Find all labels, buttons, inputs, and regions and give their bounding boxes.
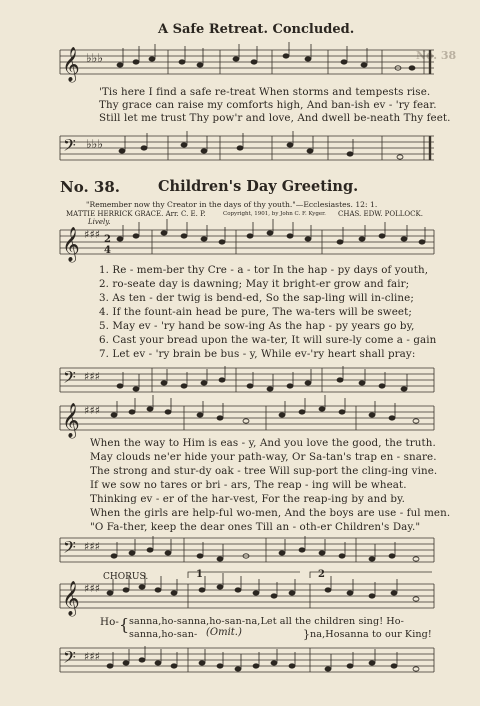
verse-line-b-3: The strong and stur-dy oak - tree Will sup-port the cling-ing vine. bbox=[90, 465, 438, 477]
verse-line-a-6: 6. Cast your bread upon the wa-ter, It will sure-ly come a - gain bbox=[99, 334, 437, 346]
verse-line-b-2: May clouds ne'er hide your path-way, Or Sa-tan's trap en - snare. bbox=[90, 451, 437, 463]
prev-lyric-line-3: Still let me trust Thy pow'r and love, And dwell be-neath Thy feet. bbox=[99, 112, 451, 124]
verse-line-b-1: When the way to Him is eas - y, And you love the good, the truth. bbox=[90, 437, 436, 449]
tempo-marking: Lively. bbox=[88, 218, 111, 226]
svg-text:♭♭♭: ♭♭♭ bbox=[86, 51, 103, 65]
first-ending-mark: 1 bbox=[196, 569, 203, 580]
hymn-number: No. 38. bbox=[60, 178, 120, 196]
verse-line-b-6: When the girls are help-ful wo-men, And the boys are use - ful men. bbox=[90, 507, 451, 519]
svg-text:♭♭♭: ♭♭♭ bbox=[86, 137, 103, 151]
svg-text:♯♯♯: ♯♯♯ bbox=[84, 540, 100, 553]
verse-line-b-7: "O Fa-ther, keep the dear ones Till an - oth-er Children's Day." bbox=[90, 521, 421, 533]
prev-bass-staff bbox=[60, 128, 435, 170]
svg-text:𝄞: 𝄞 bbox=[62, 47, 80, 82]
omit-marking: (Omit.) bbox=[206, 627, 242, 638]
hymn-treble-staff-1 bbox=[60, 222, 435, 262]
chorus-line-1: sanna,ho-sanna,ho-san-na,Let all the children sing! Ho- bbox=[129, 616, 404, 627]
svg-text:𝄢: 𝄢 bbox=[63, 647, 76, 671]
verse-line-a-1: 1. Re - mem-ber thy Cre - a - tor In the hap - py days of youth, bbox=[99, 264, 429, 276]
svg-text:𝄞: 𝄞 bbox=[62, 227, 80, 262]
svg-text:2: 2 bbox=[104, 234, 111, 245]
copyright-notice: Copyright, 1901, by John C. F. Kyger. bbox=[223, 211, 326, 217]
chorus-brace: { bbox=[119, 615, 130, 634]
chorus-treble-staff bbox=[60, 574, 435, 618]
verse-line-a-4: 4. If the fount-ain head be pure, The wa-ters will be sweet; bbox=[99, 306, 412, 318]
chorus-bracket: } bbox=[303, 628, 310, 641]
prev-hymn-title: A Safe Retreat. Concluded. bbox=[158, 22, 355, 37]
scripture-epigraph: "Remember now thy Creator in the days of thy youth."—Ecclesiastes. 12: 1. bbox=[86, 200, 378, 209]
prev-lyric-line-2: Thy grace can raise my comforts high, And ban-ish ev - 'ry fear. bbox=[99, 99, 437, 111]
verse-line-a-7: 7. Let ev - 'ry brain be bus - y, While ev-'ry heart shall pray: bbox=[99, 348, 416, 360]
hymn-treble-staff-2 bbox=[60, 398, 435, 438]
chorus-bass-staff bbox=[60, 640, 435, 682]
svg-text:𝄢: 𝄢 bbox=[63, 135, 76, 159]
svg-text:𝄢: 𝄢 bbox=[63, 367, 76, 391]
svg-text:𝄢: 𝄢 bbox=[63, 537, 76, 561]
chorus-line-2-end: na,Hosanna to our King! bbox=[310, 629, 432, 640]
verse-line-a-3: 3. As ten - der twig is bend-ed, So the sap-ling will in-cline; bbox=[99, 292, 414, 304]
chorus-label: CHORUS. bbox=[103, 572, 149, 582]
hymn-bass-staff-2 bbox=[60, 530, 435, 570]
svg-text:𝄞: 𝄞 bbox=[62, 581, 80, 616]
chorus-line-1-start: Ho- bbox=[100, 616, 119, 628]
svg-text:♯♯♯: ♯♯♯ bbox=[84, 228, 100, 241]
svg-text:♯♯♯: ♯♯♯ bbox=[84, 650, 100, 663]
prev-treble-staff bbox=[60, 44, 435, 84]
verse-line-a-5: 5. May ev - 'ry hand be sow-ing As the hap - py years go by, bbox=[99, 320, 415, 332]
svg-text:4: 4 bbox=[104, 245, 111, 256]
prev-lyric-line-1: 'Tis here I find a safe re-treat When storms and tempests rise. bbox=[99, 86, 431, 98]
lyricist-credit: MATTIE HERRICK GRACE. Arr. C. E. P. bbox=[66, 210, 206, 218]
svg-text:♯♯♯: ♯♯♯ bbox=[84, 404, 100, 417]
verse-line-b-4: If we sow no tares or bri - ars, The reap - ing will be wheat. bbox=[90, 479, 407, 491]
second-ending-mark: 2 bbox=[318, 569, 325, 580]
svg-text:𝄞: 𝄞 bbox=[62, 403, 80, 438]
svg-text:♯♯♯: ♯♯♯ bbox=[84, 370, 100, 383]
verse-line-a-2: 2. ro-seate day is dawning; May it bright-er grow and fair; bbox=[99, 278, 410, 290]
hymn-title: Children's Day Greeting. bbox=[158, 178, 359, 195]
faint-page-number: No. 38 bbox=[416, 49, 457, 62]
hymn-bass-staff-1 bbox=[60, 360, 435, 400]
verse-line-b-5: Thinking ev - er of the har-vest, For the reap-ing by and by. bbox=[90, 493, 406, 505]
composer-credit: CHAS. EDW. POLLOCK. bbox=[338, 210, 423, 218]
svg-text:♯♯♯: ♯♯♯ bbox=[84, 582, 100, 595]
chorus-line-2: sanna,ho-san- bbox=[129, 629, 198, 640]
